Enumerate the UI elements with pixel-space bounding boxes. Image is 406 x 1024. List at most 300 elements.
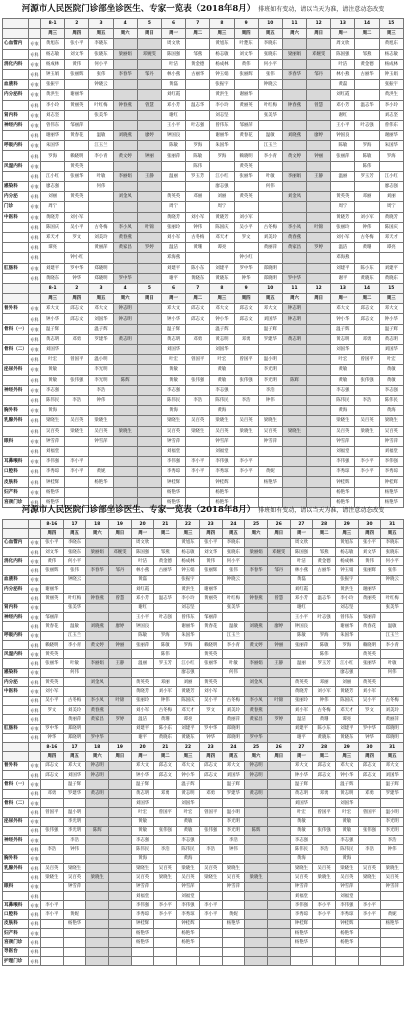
doctor-cell: 陈伟民 xyxy=(331,395,355,405)
doctor-cell: 李小平 xyxy=(186,467,210,477)
doctor-cell: 黄英英 xyxy=(331,192,355,202)
doctor-cell xyxy=(41,882,64,891)
doctor-cell: 黄敏 xyxy=(290,817,313,826)
schedule-row xyxy=(3,854,404,863)
department-cell: 内分泌科 xyxy=(3,90,29,100)
doctor-cell: 梁丽娟 xyxy=(86,547,109,556)
doctor-cell: 温小明 xyxy=(63,808,86,817)
clinic-type-cell: 专科 xyxy=(29,678,41,687)
doctor-cell: 邓小芳 xyxy=(290,594,313,603)
doctor-cell xyxy=(258,202,282,212)
doctor-cell xyxy=(245,668,268,677)
doctor-cell: 叶楚东 xyxy=(234,39,258,49)
department-cell: 泌尿外科 xyxy=(3,365,29,375)
doctor-cell xyxy=(355,436,379,446)
doctor-cell: 钟桂辉 xyxy=(290,919,313,928)
schedule-row xyxy=(3,192,404,202)
doctor-cell xyxy=(109,603,132,612)
doctor-cell: 黄妮 xyxy=(258,467,282,477)
doctor-cell: 黄海 xyxy=(290,854,313,863)
doctor-cell: 邹燕 xyxy=(355,49,379,59)
doctor-cell: 钟伟 xyxy=(355,222,379,232)
schedule-row xyxy=(3,273,404,283)
doctor-cell: 罗中华 xyxy=(65,263,89,273)
doctor-cell: 18 xyxy=(86,520,109,529)
doctor-cell: 张振宇 xyxy=(41,80,65,90)
department-cell xyxy=(3,222,29,232)
doctor-cell: 周一 xyxy=(290,752,313,761)
schedule-row xyxy=(3,780,404,789)
doctor-cell: 邱志文 xyxy=(313,761,336,770)
doctor-cell xyxy=(234,243,258,253)
schedule-row xyxy=(3,69,404,79)
doctor-cell: 黄晓东 xyxy=(186,273,210,283)
doctor-cell: 李伟强 xyxy=(41,457,65,467)
clinic-type-cell: 专科 xyxy=(29,192,41,202)
schedule-row xyxy=(3,752,404,761)
doctor-cell: 钟玉娟 xyxy=(210,69,234,79)
doctor-cell: 谢丽华 xyxy=(177,622,200,631)
doctor-cell xyxy=(86,808,109,817)
doctor-cell xyxy=(222,585,245,594)
doctor-cell xyxy=(137,487,161,497)
doctor-cell: 廖婷 xyxy=(109,622,132,631)
doctor-cell: 29 xyxy=(335,743,358,752)
clinic-type-cell: 专科 xyxy=(29,863,41,872)
doctor-cell: 周四 xyxy=(41,529,64,538)
doctor-cell: 31 xyxy=(381,520,404,529)
doctor-cell: 邱志文 xyxy=(186,304,210,314)
doctor-cell xyxy=(137,39,161,49)
doctor-cell: 黄妮 xyxy=(63,910,86,919)
schedule-row xyxy=(3,705,404,714)
doctor-cell: 24 xyxy=(222,520,245,529)
clinic-type-cell xyxy=(29,294,41,304)
doctor-cell: 钟丽 xyxy=(109,640,132,649)
department-cell: 乳腺外科 xyxy=(3,863,29,872)
doctor-cell: 钟春燕 xyxy=(282,100,306,110)
doctor-cell: 黄晓芳 xyxy=(290,687,313,696)
doctor-cell: 李小平 xyxy=(199,901,222,910)
schedule-row xyxy=(3,182,404,192)
doctor-cell xyxy=(245,817,268,826)
doctor-cell xyxy=(86,603,109,612)
doctor-cell: 郑晓明 xyxy=(258,273,282,283)
doctor-cell: 李小平 xyxy=(313,901,336,910)
doctor-cell: 陈敏 xyxy=(186,151,210,161)
doctor-cell: 黄伟 xyxy=(41,557,64,566)
schedule-row xyxy=(3,724,404,733)
doctor-cell: 刘小军 xyxy=(358,687,381,696)
doctor-cell: 周宁 xyxy=(161,202,185,212)
doctor-cell: 张伟强 xyxy=(65,375,89,385)
doctor-cell xyxy=(267,947,290,956)
doctor-cell: 黄春花 xyxy=(234,131,258,141)
doctor-cell: 郑晓明 xyxy=(63,733,86,742)
doctor-cell: 李志强 xyxy=(379,385,403,395)
doctor-cell xyxy=(234,202,258,212)
doctor-cell: 张丽萍 xyxy=(161,151,185,161)
doctor-cell xyxy=(109,668,132,677)
doctor-cell: 陈国庆 xyxy=(335,696,358,705)
doctor-cell: 叶红梅 xyxy=(258,100,282,110)
doctor-cell xyxy=(41,575,64,584)
department-cell: 眼科 xyxy=(3,436,29,446)
doctor-cell xyxy=(307,59,331,69)
doctor-cell: 李小玲 xyxy=(41,100,65,110)
doctor-cell: 钟伟 xyxy=(222,845,245,854)
doctor-cell xyxy=(137,90,161,100)
doctor-cell xyxy=(358,956,381,965)
doctor-cell xyxy=(313,575,336,584)
doctor-cell: 何小平 xyxy=(381,557,404,566)
doctor-cell xyxy=(245,919,268,928)
doctor-cell: 刘建平 xyxy=(335,724,358,733)
doctor-cell xyxy=(381,585,404,594)
doctor-cell: 周四 xyxy=(358,529,381,538)
doctor-cell xyxy=(234,80,258,90)
doctor-cell: 钟伟 xyxy=(258,395,282,405)
doctor-cell: 周一 xyxy=(331,29,355,39)
doctor-cell: 钟晓云 xyxy=(222,575,245,584)
doctor-cell: 刘志坚 xyxy=(210,110,234,120)
doctor-cell: 黄志明 xyxy=(210,334,234,344)
doctor-cell: 黄海 xyxy=(161,406,185,416)
doctor-cell: 杨成林 xyxy=(177,557,200,566)
doctor-cell xyxy=(86,863,109,872)
department-cell xyxy=(3,232,29,242)
doctor-cell xyxy=(41,836,64,845)
doctor-cell: 李志强 xyxy=(177,836,200,845)
doctor-cell: 18 xyxy=(86,743,109,752)
doctor-cell: 李小平 xyxy=(234,467,258,477)
doctor-cell xyxy=(186,385,210,395)
doctor-cell: 罗文 xyxy=(41,705,64,714)
doctor-cell: 邓婉雯 xyxy=(307,49,331,59)
doctor-cell: 吴百英 xyxy=(234,416,258,426)
clinic-type-cell: 专科 xyxy=(29,919,41,928)
doctor-cell: 周二 xyxy=(313,752,336,761)
doctor-cell: 黄春花 xyxy=(199,622,222,631)
doctor-cell xyxy=(355,80,379,90)
doctor-cell: 8-16 xyxy=(41,743,64,752)
doctor-cell: 李志强 xyxy=(290,836,313,845)
doctor-cell: 郑晓明 xyxy=(63,724,86,733)
doctor-cell: 朱国华 xyxy=(335,631,358,640)
doctor-cell xyxy=(258,457,282,467)
doctor-cell: 李小玲 xyxy=(379,100,403,110)
doctor-cell: 李浩 xyxy=(258,385,282,395)
doctor-cell xyxy=(313,622,336,631)
doctor-cell: 黄英英 xyxy=(65,192,89,202)
doctor-cell xyxy=(222,798,245,807)
doctor-cell: 罗中华 xyxy=(86,733,109,742)
doctor-cell: 古丽华 xyxy=(186,69,210,79)
doctor-cell: 李光明 xyxy=(222,826,245,835)
doctor-cell xyxy=(245,650,268,659)
department-cell xyxy=(3,826,29,835)
doctor-cell: 黄珊 xyxy=(186,243,210,253)
doctor-cell xyxy=(381,678,404,687)
doctor-cell: 张丽辉 xyxy=(358,566,381,575)
clinic-type-cell: 专科 xyxy=(29,416,41,426)
doctor-cell: 陈辉 xyxy=(245,826,268,835)
doctor-cell xyxy=(186,477,210,487)
doctor-cell: 刘建平 xyxy=(331,263,355,273)
doctor-cell xyxy=(109,826,132,835)
doctor-cell: 陈国强 xyxy=(161,49,185,59)
doctor-cell: 黄晓东 xyxy=(177,733,200,742)
doctor-cell xyxy=(199,715,222,724)
doctor-cell: 31 xyxy=(381,743,404,752)
doctor-cell: 古丽华 xyxy=(355,69,379,79)
doctor-cell: 周日 xyxy=(109,529,132,538)
doctor-cell xyxy=(109,575,132,584)
doctor-cell: 邓大文 xyxy=(161,304,185,314)
department-cell xyxy=(3,334,29,344)
doctor-cell: 李浩 xyxy=(199,845,222,854)
clinic-type-cell: 专科 xyxy=(29,467,41,477)
doctor-cell: 钟晓云 xyxy=(89,80,113,90)
doctor-cell xyxy=(245,724,268,733)
doctor-cell: 钟玉娟 xyxy=(379,69,403,79)
doctor-cell xyxy=(86,798,109,807)
doctor-cell: 钟志明 xyxy=(113,314,137,324)
schedule-row xyxy=(3,232,404,242)
doctor-cell xyxy=(267,845,290,854)
doctor-cell: 李晓东 xyxy=(222,538,245,547)
doctor-cell xyxy=(109,585,132,594)
doctor-cell: 22 xyxy=(177,520,200,529)
doctor-cell: 谢丽华 xyxy=(65,90,89,100)
doctor-cell xyxy=(258,253,282,263)
doctor-cell: 吴小平 xyxy=(199,696,222,705)
doctor-cell: 刘红霞 xyxy=(161,90,185,100)
doctor-cell xyxy=(355,182,379,192)
doctor-cell xyxy=(307,192,331,202)
doctor-cell xyxy=(245,901,268,910)
schedule-row xyxy=(3,446,404,456)
clinic-type-cell: 专家 xyxy=(29,110,41,120)
doctor-cell xyxy=(137,202,161,212)
doctor-cell: 黄志明 xyxy=(282,334,306,344)
doctor-cell: 朱国华 xyxy=(379,141,403,151)
doctor-cell: 杨艳华 xyxy=(177,929,200,938)
doctor-cell xyxy=(186,406,210,416)
doctor-cell: 周四 xyxy=(65,294,89,304)
doctor-cell: 张振宇 xyxy=(210,80,234,90)
doctor-cell: 罗建华 xyxy=(381,789,404,798)
doctor-cell: 郑晓明 xyxy=(381,724,404,733)
doctor-cell xyxy=(154,882,177,891)
doctor-cell: 黄英英 xyxy=(234,161,258,171)
doctor-cell: 刘文华 xyxy=(199,547,222,556)
doctor-cell xyxy=(109,733,132,742)
doctor-cell: 刘志坚 xyxy=(335,603,358,612)
department-cell xyxy=(3,446,29,456)
doctor-cell: 罗建华 xyxy=(222,789,245,798)
doctor-cell: 钟伟 xyxy=(63,845,86,854)
doctor-cell: 邓勇 xyxy=(358,789,381,798)
doctor-cell: 刘建平 xyxy=(290,724,313,733)
doctor-cell: 温子辉 xyxy=(161,324,185,334)
schedule-row xyxy=(3,19,404,29)
doctor-cell: 周一 xyxy=(131,752,154,761)
doctor-cell xyxy=(313,836,336,845)
doctor-cell xyxy=(358,854,381,863)
doctor-cell: 邓勇 xyxy=(154,789,177,798)
doctor-cell xyxy=(358,929,381,938)
department-cell: 肛肠科 xyxy=(3,724,29,733)
doctor-cell: 梁晓生 xyxy=(313,873,336,882)
doctor-cell: 谢平 xyxy=(290,733,313,742)
doctor-cell: 江玉兰 xyxy=(89,141,113,151)
schedule-table-aug-16-31 xyxy=(2,519,404,966)
doctor-cell xyxy=(267,956,290,965)
doctor-cell: 邓天才 xyxy=(177,705,200,714)
doctor-cell xyxy=(113,345,137,355)
doctor-cell: 江玉兰 xyxy=(222,631,245,640)
doctor-cell: 谢红 xyxy=(131,603,154,612)
doctor-cell: 邱志文 xyxy=(234,304,258,314)
doctor-cell xyxy=(335,650,358,659)
doctor-cell: 黄磊 xyxy=(161,80,185,90)
doctor-cell xyxy=(199,631,222,640)
schedule-row xyxy=(3,355,404,365)
doctor-cell xyxy=(282,110,306,120)
doctor-cell: 梁晓生 xyxy=(154,873,177,882)
clinic-type-cell: 专家 xyxy=(29,854,41,863)
doctor-cell xyxy=(381,612,404,621)
doctor-cell: 9 xyxy=(234,19,258,29)
doctor-cell: 周日 xyxy=(137,294,161,304)
doctor-cell xyxy=(234,477,258,487)
doctor-cell: 钟华 xyxy=(65,273,89,283)
clinic-type-cell: 专家 xyxy=(29,612,41,621)
doctor-cell: 何小平 xyxy=(63,557,86,566)
schedule-row xyxy=(3,314,404,324)
doctor-cell: 19 xyxy=(109,520,132,529)
doctor-cell xyxy=(313,929,336,938)
doctor-cell: 黄晓东 xyxy=(335,733,358,742)
doctor-cell: 邹丹 xyxy=(137,69,161,79)
doctor-cell: 梁晓生 xyxy=(113,426,137,436)
doctor-cell: 刘小军 xyxy=(290,705,313,714)
clinic-type-cell xyxy=(29,752,41,761)
department-cell xyxy=(3,789,29,798)
department-cell: 宫颈门诊 xyxy=(3,497,29,507)
doctor-cell: 何小平 xyxy=(258,59,282,69)
doctor-cell: 温子辉 xyxy=(210,324,234,334)
doctor-cell: 罗婷 xyxy=(267,715,290,724)
doctor-cell: 杨艳华 xyxy=(290,938,313,947)
doctor-cell: 黄英英 xyxy=(358,650,381,659)
clinic-type-cell xyxy=(29,529,41,538)
doctor-cell: 黄磊 xyxy=(131,575,154,584)
doctor-cell: 罗海 xyxy=(313,631,336,640)
doctor-cell: 钟玉娟 xyxy=(335,566,358,575)
clinic-type-cell: 专科 xyxy=(29,910,41,919)
schedule-row xyxy=(3,836,404,845)
doctor-cell: 温小明 xyxy=(89,355,113,365)
doctor-cell: 钟雪萍 xyxy=(210,436,234,446)
doctor-cell: 黄英英 xyxy=(41,650,64,659)
doctor-cell: 梁晓生 xyxy=(282,426,306,436)
doctor-cell: 钟小华 xyxy=(331,314,355,324)
doctor-cell: 周六 xyxy=(282,29,306,39)
doctor-cell: 何伟 xyxy=(222,668,245,677)
clinic-type-cell xyxy=(29,19,41,29)
doctor-cell: 梁晓生 xyxy=(290,863,313,872)
doctor-cell: 梁晓生 xyxy=(89,416,113,426)
doctor-cell: 周宁 xyxy=(210,202,234,212)
doctor-cell: 李光明 xyxy=(381,826,404,835)
doctor-cell xyxy=(137,324,161,334)
doctor-cell: 王小平 xyxy=(331,120,355,130)
department-cell xyxy=(3,69,29,79)
clinic-type-cell: 专科 xyxy=(29,659,41,668)
doctor-cell xyxy=(109,910,132,919)
department-cell: 神经内科 xyxy=(3,612,29,621)
doctor-cell: 罗海 xyxy=(379,151,403,161)
department-cell: 感染科 xyxy=(3,182,29,192)
doctor-cell: 叶宏 xyxy=(177,808,200,817)
doctor-cell: 廖志强 xyxy=(335,668,358,677)
doctor-cell: 15 xyxy=(379,283,403,293)
clinic-type-cell: 专家 xyxy=(29,263,41,273)
doctor-cell: 李浩 xyxy=(358,845,381,854)
doctor-cell: 邓勇 xyxy=(313,789,336,798)
doctor-cell: 温小明 xyxy=(222,808,245,817)
schedule-row xyxy=(3,873,404,882)
doctor-cell xyxy=(41,938,64,947)
doctor-cell: 黄丽萍 xyxy=(258,243,282,253)
doctor-cell: 10 xyxy=(258,19,282,29)
clinic-type-cell: 专科 xyxy=(29,100,41,110)
doctor-cell: 黄敏 xyxy=(210,375,234,385)
doctor-cell: 吴百英 xyxy=(290,873,313,882)
doctor-cell: 李小凤 xyxy=(86,696,109,705)
doctor-cell: 周三 xyxy=(379,29,403,39)
doctor-cell: 叶宏 xyxy=(290,808,313,817)
doctor-cell xyxy=(137,110,161,120)
doctor-cell xyxy=(258,192,282,202)
doctor-cell: 邓小芳 xyxy=(331,100,355,110)
doctor-cell xyxy=(154,836,177,845)
doctor-cell: 李小平 xyxy=(154,901,177,910)
doctor-cell: 谢丽华 xyxy=(379,131,403,141)
doctor-cell xyxy=(109,687,132,696)
doctor-cell: 李光明 xyxy=(222,817,245,826)
department-cell: 呼吸内科 xyxy=(3,141,29,151)
clinic-type-cell: 专科 xyxy=(29,956,41,965)
doctor-cell: 周二 xyxy=(313,529,336,538)
doctor-cell: 邓丽 xyxy=(154,678,177,687)
doctor-cell xyxy=(86,780,109,789)
doctor-cell: 钟志明 xyxy=(245,771,268,780)
doctor-cell xyxy=(89,253,113,263)
doctor-cell xyxy=(109,919,132,928)
doctor-cell xyxy=(234,446,258,456)
doctor-cell xyxy=(267,854,290,863)
doctor-cell: 邓大文 xyxy=(177,761,200,770)
clinic-type-cell: 专科 xyxy=(29,566,41,575)
doctor-cell: 刘国华 xyxy=(89,314,113,324)
doctor-cell xyxy=(282,120,306,130)
doctor-cell: 谢平 xyxy=(331,273,355,283)
doctor-cell xyxy=(282,385,306,395)
doctor-cell: 王静 xyxy=(267,659,290,668)
